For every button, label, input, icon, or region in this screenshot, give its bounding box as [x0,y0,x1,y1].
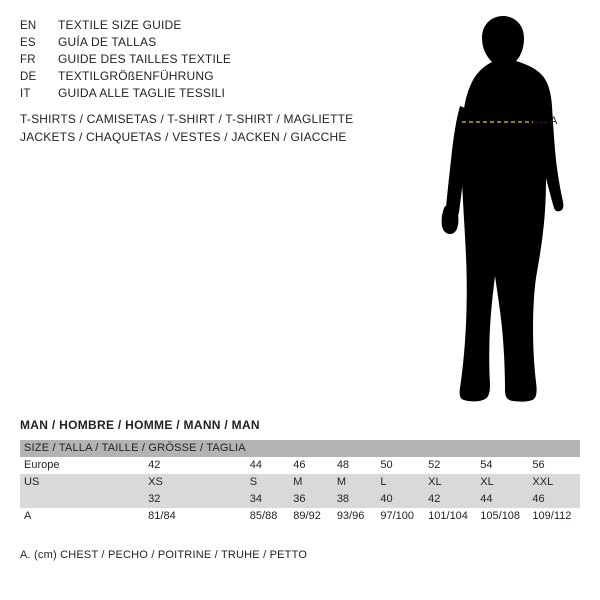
table-header-spacer [376,440,424,457]
row-cell: 52 [424,457,476,474]
row-cell: M [333,474,377,491]
category-block [20,110,420,146]
table-title: MAN / HOMBRE / HOMME / MANN / MAN [20,418,260,432]
row-cell: 36 [289,491,333,508]
row-cell: 89/92 [289,508,333,525]
language-text: GUIDA ALLE TAGLIE TESSILI [58,86,226,100]
row-cell: XL [424,474,476,491]
row-label [20,491,144,508]
table-row-chest [20,508,580,525]
language-row [20,68,380,85]
row-cell: L [376,474,424,491]
table-header-spacer [476,440,528,457]
row-cell: 40 [376,491,424,508]
table-header-spacer [333,440,377,457]
row-cell: 34 [246,491,290,508]
measure-label-a: A [550,115,558,127]
row-cell: 81/84 [144,508,246,525]
language-code: DE [20,71,37,83]
row-cell: 85/88 [246,508,290,525]
table-header-row [20,440,580,457]
row-cell: 48 [333,457,377,474]
table-row-us [20,474,580,491]
row-cell: 56 [528,457,580,474]
row-cell: 50 [376,457,424,474]
row-cell: 44 [476,491,528,508]
language-row [20,51,380,68]
row-cell: XS [144,474,246,491]
row-cell: 93/96 [333,508,377,525]
row-cell: XXL [528,474,580,491]
footnote: A. (cm) CHEST / PECHO / POITRINE / TRUHE / PETTO [20,549,308,561]
language-header-block [20,17,380,102]
language-row [20,17,380,34]
table-header-spacer [289,440,333,457]
language-text: GUIDE DES TAILLES TEXTILE [58,52,232,66]
language-code: FR [20,54,36,66]
category-line-tshirts: T-SHIRTS / CAMISETAS / T-SHIRT / T-SHIRT / MAGLIETTE [20,112,354,126]
row-cell: 38 [333,491,377,508]
table-header-spacer [246,440,290,457]
row-cell: 97/100 [376,508,424,525]
language-code: ES [20,37,36,49]
language-text: GUÍA DE TALLAS [58,35,157,49]
language-text: TEXTILE SIZE GUIDE [58,18,182,32]
chest-measure-line [400,10,600,410]
row-cell: 42 [144,457,246,474]
language-row [20,85,380,102]
table-header-spacer [424,440,476,457]
category-line-jackets: JACKETS / CHAQUETAS / VESTES / JACKEN / GIACCHE [20,130,347,144]
table-header-label: SIZE / TALLA / TAILLE / GRÖSSE / TAGLIA [20,440,246,457]
row-cell: 54 [476,457,528,474]
table-row-us-numeric [20,491,580,508]
row-cell: 46 [289,457,333,474]
row-label: Europe [20,457,144,474]
row-cell: 109/112 [528,508,580,525]
row-cell: M [289,474,333,491]
row-cell: 44 [246,457,290,474]
row-cell: S [246,474,290,491]
language-text: TEXTILGRÖßENFÜHRUNG [58,69,214,83]
language-code: IT [20,88,31,100]
row-cell: 32 [144,491,246,508]
figure-illustration [400,10,600,410]
language-row [20,34,380,51]
row-cell: XL [476,474,528,491]
row-cell: 101/104 [424,508,476,525]
table-header-spacer [528,440,580,457]
row-cell: 105/108 [476,508,528,525]
row-cell: 42 [424,491,476,508]
row-label: US [20,474,144,491]
row-label: A [20,508,144,525]
size-table [20,440,580,525]
row-cell: 46 [528,491,580,508]
language-code: EN [20,20,37,32]
table-row-europe [20,457,580,474]
